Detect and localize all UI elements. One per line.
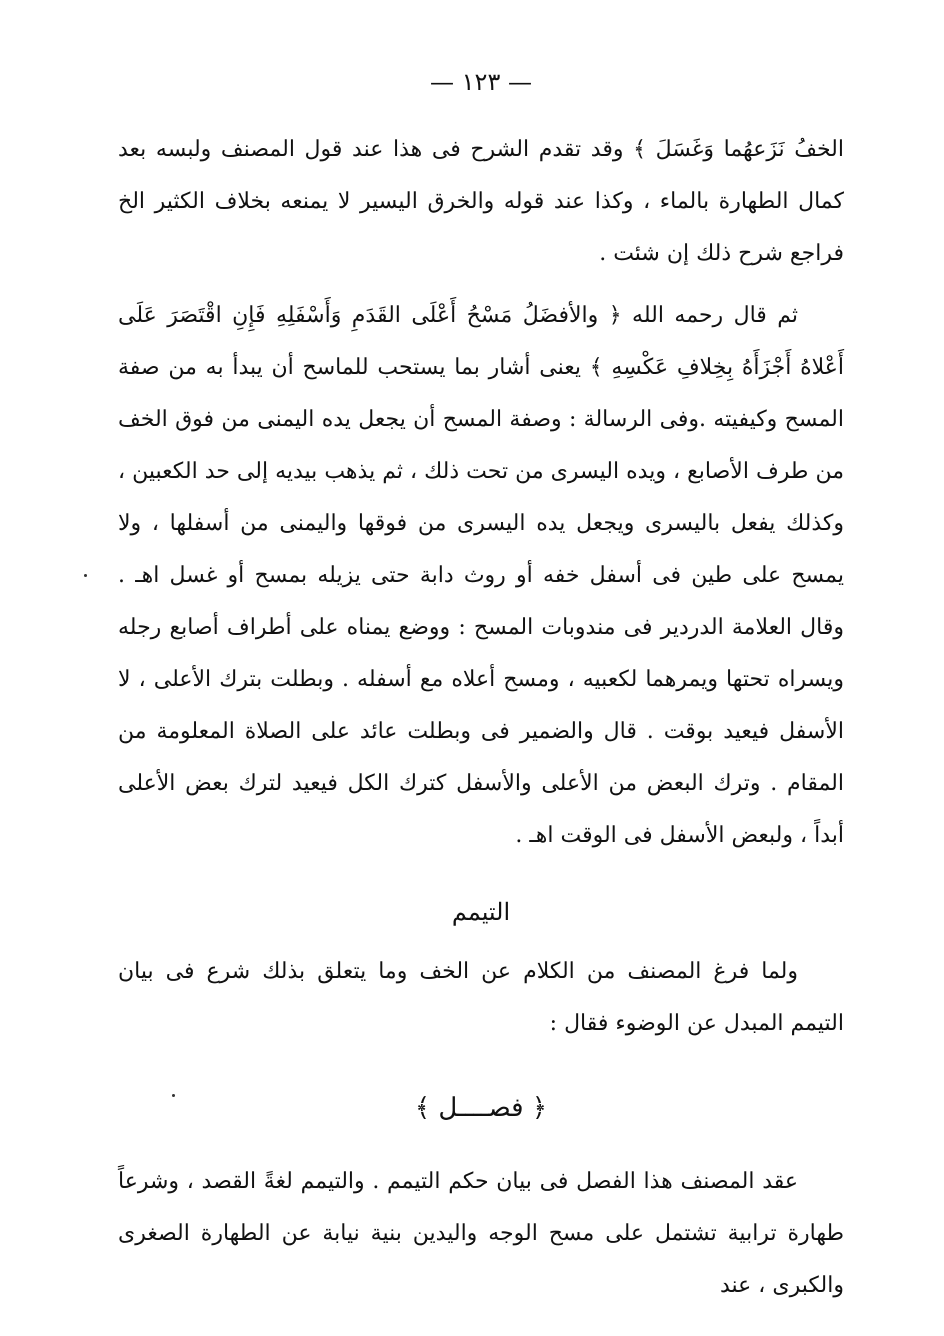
paragraph-gap — [118, 280, 844, 290]
paragraph-khuff-continuation: الخفُ نَزَعهُما وَغَسَلَ ﴾ وقد تقدم الشرح فى هذا عند قول المصنف ولبسه بعد كمال الطهارة بالماء ، وكذا عند قوله والخرق اليسير لا يمنعه بخلاف الكثير الخ فراجع شرح ذلك إن شئت . — [118, 137, 844, 266]
paragraph-fasl-body: عقد المصنف هذا الفصل فى بيان حكم التيمم . والتيمم لغةً القصد ، وشرعاً طهارة ترابية تشتمل على مسح الوجه واليدين بنية نيابة عن الطهارة الصغرى والكبرى ، عند — [118, 1169, 844, 1298]
paragraph-mash-description: ثم قال رحمه الله ﴿ والأفضَلُ مَسْحُ أَعْلَى القَدَمِ وَأَسْفَلِهِ فَإِنِ اقْتَصَرَ عَلَى أَعْلاهُ أَجْزَأَهُ بِخِلافِ عَكْسِهِ ﴾ يعنى أشار بما يستحب للماسح أن يبدأ به من صفة المسح وكيفيته .وفى الرسالة : وصفة المسح أن يجعل يده اليمنى من فوق الخف من طرف الأصابع ، ويده اليسرى من تحت ذلك ، ثم يذهب بيديه إلى حد الكعبين ، وكذلك يفعل باليسرى ويجعل يده اليسرى من فوقها واليمنى من أسفلها ، ولا يمسح على طين فى أسفل خفه أو روث دابة حتى يزيله بمسح أو غسل اهـ . وقال العلامة الدردير فى مندوبات المسح : ووضع يمناه على أطراف أصابع رجله ويسراه تحتها ويمرهما لكعبيه ، ومسح أعلاه مع أسفله . وبطلت بترك الأعلى ، لا الأسفل فيعيد بوقت . قال والضمير فى وبطلت عائد على الصلاة المعلومة من المقام . وترك البعض من الأعلى والأسفل كترك الكل فيعيد لترك بعض الأعلى أبداً ، ولبعض الأسفل فى الوقت اهـ . — [118, 303, 844, 848]
paragraph-tayammum-intro: ولما فرغ المصنف من الكلام عن الخف وما يتعلق بذلك شرع فى بيان التيمم المبدل عن الوضوء فقال : — [118, 959, 844, 1036]
chapter-heading-fasl: ﴿ فصــــل ﴾ — [414, 1093, 548, 1123]
section-heading-tayammum: التيمم — [451, 898, 511, 926]
scan-speck — [172, 1094, 175, 1097]
page-number: — ١٢٣ — — [430, 68, 532, 96]
scan-speck — [84, 574, 87, 577]
